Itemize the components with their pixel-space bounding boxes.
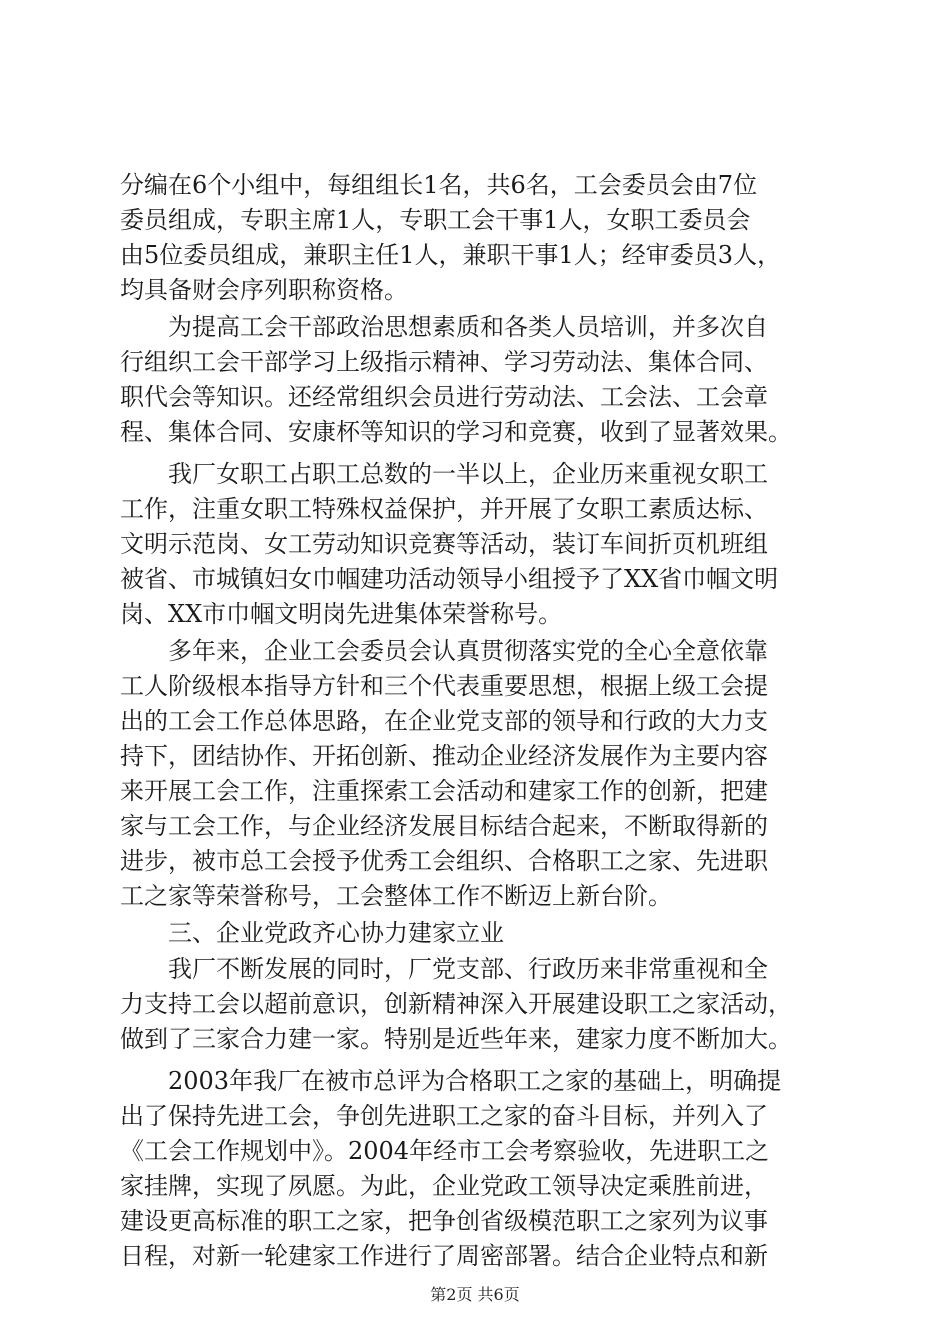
text-line: 均具备财会序列职称资格。 bbox=[120, 276, 408, 304]
text-line: 我厂女职工占职工总数的一半以上，企业历来重视女职工 bbox=[120, 460, 768, 488]
text-line: 文明示范岗、女工劳动知识竞赛等活动，装订车间折页机班组 bbox=[120, 530, 768, 558]
text-line: 出了保持先进工会，争创先进职工之家的奋斗目标，并列入了 bbox=[120, 1102, 768, 1130]
text-line: 行组织工会干部学习上级指示精神、学习劳动法、集体合同、 bbox=[120, 348, 768, 376]
text-line: 工之家等荣誉称号，工会整体工作不断迈上新台阶。 bbox=[120, 882, 672, 910]
text-line: 工作，注重女职工特殊权益保护，并开展了女职工素质达标、 bbox=[120, 495, 768, 523]
text-line: 来开展工会工作，注重探索工会活动和建家工作的创新，把建 bbox=[120, 777, 768, 805]
text-line: 岗、XX市巾帼文明岗先进集体荣誉称号。 bbox=[120, 600, 563, 628]
text-line: 日程，对新一轮建家工作进行了周密部署。结合企业特点和新 bbox=[120, 1242, 768, 1270]
text-line: 我厂不断发展的同时，厂党支部、行政历来非常重视和全 bbox=[120, 955, 768, 983]
text-line: 被省、市城镇妇女巾帼建功活动领导小组授予了XX省巾帼文明 bbox=[120, 565, 779, 593]
text-line: 《工会工作规划中》。2004年经市工会考察验收，先进职工之 bbox=[120, 1137, 770, 1165]
text-line: 进步，被市总工会授予优秀工会组织、合格职工之家、先进职 bbox=[120, 847, 768, 875]
text-line: 2003年我厂在被市总评为合格职工之家的基础上，明确提 bbox=[120, 1067, 782, 1095]
text-line: 出的工会工作总体思路，在企业党支部的领导和行政的大力支 bbox=[120, 707, 768, 735]
section-heading: 三、企业党政齐心协力建家立业 bbox=[120, 919, 504, 947]
text-line: 工人阶级根本指导方针和三个代表重要思想，根据上级工会提 bbox=[120, 672, 768, 700]
text-line: 家与工会工作，与企业经济发展目标结合起来，不断取得新的 bbox=[120, 812, 768, 840]
text-line: 持下，团结协作、开拓创新、推动企业经济发展作为主要内容 bbox=[120, 742, 768, 770]
text-line: 家挂牌，实现了夙愿。为此，企业党政工领导决定乘胜前进， bbox=[120, 1172, 768, 1200]
text-line: 为提高工会干部政治思想素质和各类人员培训，并多次自 bbox=[120, 313, 768, 341]
text-line: 程、集体合同、安康杯等知识的学习和竞赛，收到了显著效果。 bbox=[120, 418, 792, 446]
text-line: 由5位委员组成，兼职主任1人，兼职干事1人；经审委员3人， bbox=[120, 241, 782, 269]
page-number-footer: 第2页 共6页 bbox=[430, 1285, 520, 1304]
text-line: 建设更高标准的职工之家，把争创省级模范职工之家列为议事 bbox=[120, 1207, 768, 1235]
text-line: 职代会等知识。还经常组织会员进行劳动法、工会法、工会章 bbox=[120, 383, 768, 411]
text-line: 多年来，企业工会委员会认真贯彻落实党的全心全意依靠 bbox=[120, 637, 768, 665]
text-line: 做到了三家合力建一家。特别是近些年来，建家力度不断加大。 bbox=[120, 1025, 792, 1053]
text-line: 分编在6个小组中，每组组长1名，共6名，工会委员会由7位 bbox=[120, 171, 758, 199]
text-line: 力支持工会以超前意识，创新精神深入开展建设职工之家活动， bbox=[120, 990, 792, 1018]
text-line: 委员组成，专职主席1人，专职工会干事1人，女职工委员会 bbox=[120, 206, 751, 234]
